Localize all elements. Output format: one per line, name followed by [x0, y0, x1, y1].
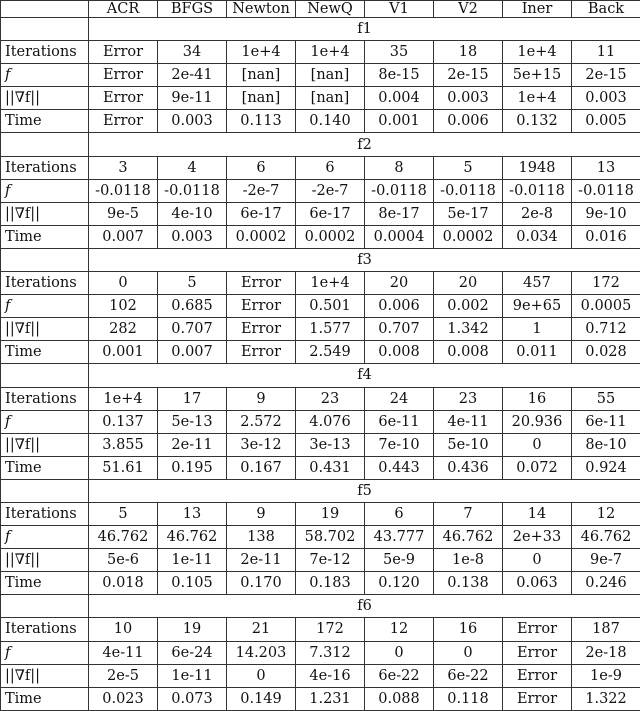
column-header: BFGS	[158, 1, 227, 18]
table-cell: 1e+4	[296, 272, 365, 295]
header-row	[1, 1, 640, 18]
table-cell: 20	[434, 272, 503, 295]
row-label-iterations: Iterations	[1, 41, 89, 64]
table-cell: 0.003	[158, 225, 227, 248]
table-cell: 6e-17	[227, 202, 296, 225]
table-cell: 0.003	[572, 87, 640, 110]
table-cell: 1	[503, 318, 572, 341]
table-row	[1, 295, 640, 318]
table-cell: 1e-8	[434, 549, 503, 572]
table-cell: 4e-11	[434, 410, 503, 433]
row-label-f: f	[1, 179, 89, 202]
table-cell: Error	[503, 618, 572, 641]
table-row	[1, 687, 640, 710]
table-cell: 8e-10	[572, 433, 640, 456]
table-cell: 0.120	[365, 572, 434, 595]
table-cell: 14.203	[227, 641, 296, 664]
table-cell: 3e-12	[227, 433, 296, 456]
table-cell: 6e-11	[365, 410, 434, 433]
table-cell: 0.0002	[227, 225, 296, 248]
table-cell: Error	[503, 687, 572, 710]
table-row	[1, 202, 640, 225]
table-row	[1, 502, 640, 525]
table-cell: 1e+4	[503, 87, 572, 110]
row-label-time: Time	[1, 341, 89, 364]
table-row	[1, 156, 640, 179]
table-cell: 0.170	[227, 572, 296, 595]
table-cell: 0.003	[158, 110, 227, 133]
row-label-grad: ||∇f||	[1, 549, 89, 572]
table-cell: 8e-15	[365, 64, 434, 87]
table-cell: 9e+65	[503, 295, 572, 318]
table-row	[1, 572, 640, 595]
table-cell: 2e-18	[572, 641, 640, 664]
table-cell: 10	[89, 618, 158, 641]
table-cell: 51.61	[89, 456, 158, 479]
column-header: ACR	[89, 1, 158, 18]
section-title-row	[1, 595, 640, 618]
column-header: V1	[365, 1, 434, 18]
table-cell: 46.762	[572, 526, 640, 549]
row-label-f: f	[1, 641, 89, 664]
section-title: f5	[89, 479, 640, 502]
table-cell: 12	[572, 502, 640, 525]
section-title-row	[1, 248, 640, 271]
row-label-f: f	[1, 64, 89, 87]
table-cell: 9	[227, 387, 296, 410]
table-cell: 43.777	[365, 526, 434, 549]
corner-cell	[1, 1, 89, 18]
table-cell: -0.0118	[572, 179, 640, 202]
table-cell: 21	[227, 618, 296, 641]
table-cell: 187	[572, 618, 640, 641]
table-cell: 20	[365, 272, 434, 295]
table-row	[1, 341, 640, 364]
table-cell: 4	[158, 156, 227, 179]
table-cell: 1.342	[434, 318, 503, 341]
table-cell: 3e-13	[296, 433, 365, 456]
table-cell: 5	[434, 156, 503, 179]
table-cell: -0.0118	[89, 179, 158, 202]
table-cell: 172	[572, 272, 640, 295]
table-cell: 5e-13	[158, 410, 227, 433]
table-cell: 0.149	[227, 687, 296, 710]
section-title-row	[1, 18, 640, 41]
table-cell: 2e-11	[158, 433, 227, 456]
table-cell: 0.685	[158, 295, 227, 318]
table-cell: 0	[365, 641, 434, 664]
table-cell: 7e-10	[365, 433, 434, 456]
table-cell: 0.023	[89, 687, 158, 710]
table-cell: [nan]	[296, 87, 365, 110]
row-label-grad: ||∇f||	[1, 202, 89, 225]
table-cell: 1e+4	[296, 41, 365, 64]
table-cell: 0.712	[572, 318, 640, 341]
table-row	[1, 549, 640, 572]
table-cell: 0.006	[434, 110, 503, 133]
table-cell: 6e-11	[572, 410, 640, 433]
row-label-f: f	[1, 526, 89, 549]
table-cell: 4.076	[296, 410, 365, 433]
table-cell: 0	[503, 549, 572, 572]
table-cell: 5e+15	[503, 64, 572, 87]
table-cell: 0.011	[503, 341, 572, 364]
section-title: f1	[89, 18, 640, 41]
table-cell: 0.140	[296, 110, 365, 133]
row-label-grad: ||∇f||	[1, 433, 89, 456]
table-cell: 2e-15	[434, 64, 503, 87]
table-cell: 2.572	[227, 410, 296, 433]
table-cell: 20.936	[503, 410, 572, 433]
table-cell: 55	[572, 387, 640, 410]
table-cell: 5	[158, 272, 227, 295]
table-cell: 0	[227, 664, 296, 687]
table-cell: 18	[434, 41, 503, 64]
table-cell: 0.016	[572, 225, 640, 248]
table-cell: 7e-12	[296, 549, 365, 572]
table-cell: 0.008	[365, 341, 434, 364]
table-cell: 5e-17	[434, 202, 503, 225]
column-header: Iner	[503, 1, 572, 18]
table-cell: 6e-17	[296, 202, 365, 225]
table-cell: 9e-11	[158, 87, 227, 110]
table-cell: Error	[89, 64, 158, 87]
table-cell: 0.246	[572, 572, 640, 595]
row-label-f: f	[1, 295, 89, 318]
table-cell: 16	[434, 618, 503, 641]
row-label-time: Time	[1, 456, 89, 479]
table-cell: 2e-5	[89, 664, 158, 687]
table-cell: 9e-5	[89, 202, 158, 225]
table-cell: [nan]	[227, 64, 296, 87]
table-cell: 0.006	[365, 295, 434, 318]
section-title: f6	[89, 595, 640, 618]
table-row	[1, 225, 640, 248]
table-cell: 0.007	[158, 341, 227, 364]
table-cell: Error	[503, 664, 572, 687]
table-cell: 0.063	[503, 572, 572, 595]
table-cell: 46.762	[434, 526, 503, 549]
table-cell: 0.001	[365, 110, 434, 133]
table-cell: 6e-24	[158, 641, 227, 664]
table-cell: 0.088	[365, 687, 434, 710]
table-cell: Error	[503, 641, 572, 664]
row-label-iterations: Iterations	[1, 272, 89, 295]
table-cell: 0.004	[365, 87, 434, 110]
table-row	[1, 410, 640, 433]
table-cell: 5e-9	[365, 549, 434, 572]
table-cell: 172	[296, 618, 365, 641]
table-cell: 1e+4	[503, 41, 572, 64]
table-cell: 0.073	[158, 687, 227, 710]
table-cell: 0.028	[572, 341, 640, 364]
table-cell: 13	[572, 156, 640, 179]
table-cell: 0.003	[434, 87, 503, 110]
row-label-grad: ||∇f||	[1, 87, 89, 110]
table-cell: 0.138	[434, 572, 503, 595]
table-cell: 1e-11	[158, 664, 227, 687]
table-cell: 0.183	[296, 572, 365, 595]
table-row	[1, 664, 640, 687]
section-title-blank	[1, 364, 89, 387]
table-cell: 16	[503, 387, 572, 410]
table-cell: 19	[296, 502, 365, 525]
table-body	[1, 18, 640, 711]
table-cell: 0.002	[434, 295, 503, 318]
table-cell: 457	[503, 272, 572, 295]
column-header: NewQ	[296, 1, 365, 18]
table-row	[1, 618, 640, 641]
row-label-grad: ||∇f||	[1, 318, 89, 341]
table-cell: 35	[365, 41, 434, 64]
table-cell: 23	[434, 387, 503, 410]
table-row	[1, 87, 640, 110]
table-cell: 0.018	[89, 572, 158, 595]
table-cell: -2e-7	[227, 179, 296, 202]
table-cell: Error	[89, 110, 158, 133]
table-cell: 0.707	[365, 318, 434, 341]
section-title-row	[1, 133, 640, 156]
column-header: Back	[572, 1, 640, 18]
table-cell: 46.762	[158, 526, 227, 549]
table-cell: 0.001	[89, 341, 158, 364]
table-cell: 1.231	[296, 687, 365, 710]
row-label-iterations: Iterations	[1, 502, 89, 525]
table-cell: 4e-11	[89, 641, 158, 664]
table-row	[1, 641, 640, 664]
table-cell: 7.312	[296, 641, 365, 664]
table-row	[1, 41, 640, 64]
table-cell: 0.436	[434, 456, 503, 479]
table-cell: 1e+4	[89, 387, 158, 410]
table-cell: 8	[365, 156, 434, 179]
table-cell: 2e-8	[503, 202, 572, 225]
table-cell: 0.167	[227, 456, 296, 479]
table-row	[1, 110, 640, 133]
table-cell: 7	[434, 502, 503, 525]
table-row	[1, 64, 640, 87]
table-row	[1, 387, 640, 410]
table-cell: 1e-11	[158, 549, 227, 572]
table-cell: Error	[227, 272, 296, 295]
table-cell: 2e-15	[572, 64, 640, 87]
table-cell: 0.0002	[434, 225, 503, 248]
table-row	[1, 433, 640, 456]
table-cell: [nan]	[227, 87, 296, 110]
table-cell: 1e-9	[572, 664, 640, 687]
column-header: V2	[434, 1, 503, 18]
table-cell: 11	[572, 41, 640, 64]
row-label-time: Time	[1, 110, 89, 133]
table-cell: 0.924	[572, 456, 640, 479]
table-cell: 102	[89, 295, 158, 318]
table-cell: 1.322	[572, 687, 640, 710]
row-label-grad: ||∇f||	[1, 664, 89, 687]
row-label-time: Time	[1, 572, 89, 595]
table-cell: -2e-7	[296, 179, 365, 202]
table-row	[1, 272, 640, 295]
table-cell: Error	[227, 295, 296, 318]
table-cell: 0.034	[503, 225, 572, 248]
table-cell: 0.0005	[572, 295, 640, 318]
table-cell: 0.137	[89, 410, 158, 433]
table-cell: 6	[227, 156, 296, 179]
table-cell: 0.431	[296, 456, 365, 479]
table-cell: 58.702	[296, 526, 365, 549]
table-row	[1, 456, 640, 479]
table-cell: 5	[89, 502, 158, 525]
table-cell: 12	[365, 618, 434, 641]
table-cell: 19	[158, 618, 227, 641]
table-cell: 9e-10	[572, 202, 640, 225]
table-cell: 0.113	[227, 110, 296, 133]
table-cell: 5e-10	[434, 433, 503, 456]
table-cell: 1e+4	[227, 41, 296, 64]
table-cell: Error	[89, 87, 158, 110]
table-cell: 0	[503, 433, 572, 456]
table-cell: 2e+33	[503, 526, 572, 549]
table-cell: 1948	[503, 156, 572, 179]
section-title: f3	[89, 248, 640, 271]
table-cell: 138	[227, 526, 296, 549]
table-cell: -0.0118	[158, 179, 227, 202]
table-cell: 0.0004	[365, 225, 434, 248]
table-cell: 0.0002	[296, 225, 365, 248]
section-title-blank	[1, 133, 89, 156]
table-cell: 8e-17	[365, 202, 434, 225]
table-cell: 0.132	[503, 110, 572, 133]
table-cell: 0	[89, 272, 158, 295]
table-cell: 0.707	[158, 318, 227, 341]
section-title-blank	[1, 479, 89, 502]
table-cell: 3.855	[89, 433, 158, 456]
section-title-row	[1, 479, 640, 502]
table-cell: 46.762	[89, 526, 158, 549]
table-cell: Error	[227, 341, 296, 364]
table-cell: 6e-22	[434, 664, 503, 687]
row-label-iterations: Iterations	[1, 387, 89, 410]
table-cell: 0.105	[158, 572, 227, 595]
table-cell: 4e-16	[296, 664, 365, 687]
table-cell: 6	[365, 502, 434, 525]
table-cell: 4e-10	[158, 202, 227, 225]
table-cell: 0.008	[434, 341, 503, 364]
table-cell: 2.549	[296, 341, 365, 364]
section-title-row	[1, 364, 640, 387]
table-cell: Error	[89, 41, 158, 64]
table-cell: 17	[158, 387, 227, 410]
table-cell: 3	[89, 156, 158, 179]
section-title: f4	[89, 364, 640, 387]
table-cell: 2e-41	[158, 64, 227, 87]
table-cell: 2e-11	[227, 549, 296, 572]
table-cell: [nan]	[296, 64, 365, 87]
table-cell: 5e-6	[89, 549, 158, 572]
table-cell: 0.501	[296, 295, 365, 318]
table-cell: 6e-22	[365, 664, 434, 687]
table-cell: 0.443	[365, 456, 434, 479]
table-row	[1, 318, 640, 341]
table-row	[1, 526, 640, 549]
column-header: Newton	[227, 1, 296, 18]
table-cell: 0.195	[158, 456, 227, 479]
table-cell: 0.007	[89, 225, 158, 248]
table-cell: -0.0118	[434, 179, 503, 202]
table-row	[1, 179, 640, 202]
row-label-iterations: Iterations	[1, 156, 89, 179]
table-cell: 0.072	[503, 456, 572, 479]
table-cell: 0.005	[572, 110, 640, 133]
table-cell: 13	[158, 502, 227, 525]
section-title-blank	[1, 248, 89, 271]
table-cell: -0.0118	[503, 179, 572, 202]
table-cell: 0.118	[434, 687, 503, 710]
table-cell: 282	[89, 318, 158, 341]
row-label-iterations: Iterations	[1, 618, 89, 641]
table-cell: Error	[227, 318, 296, 341]
table-cell: 9	[227, 502, 296, 525]
table-cell: 23	[296, 387, 365, 410]
table-cell: 14	[503, 502, 572, 525]
row-label-f: f	[1, 410, 89, 433]
table-cell: 6	[296, 156, 365, 179]
section-title: f2	[89, 133, 640, 156]
table-cell: 0	[434, 641, 503, 664]
row-label-time: Time	[1, 225, 89, 248]
table-cell: 34	[158, 41, 227, 64]
section-title-blank	[1, 595, 89, 618]
table-cell: -0.0118	[365, 179, 434, 202]
table-cell: 1.577	[296, 318, 365, 341]
row-label-time: Time	[1, 687, 89, 710]
section-title-blank	[1, 18, 89, 41]
table-cell: 24	[365, 387, 434, 410]
table-cell: 9e-7	[572, 549, 640, 572]
